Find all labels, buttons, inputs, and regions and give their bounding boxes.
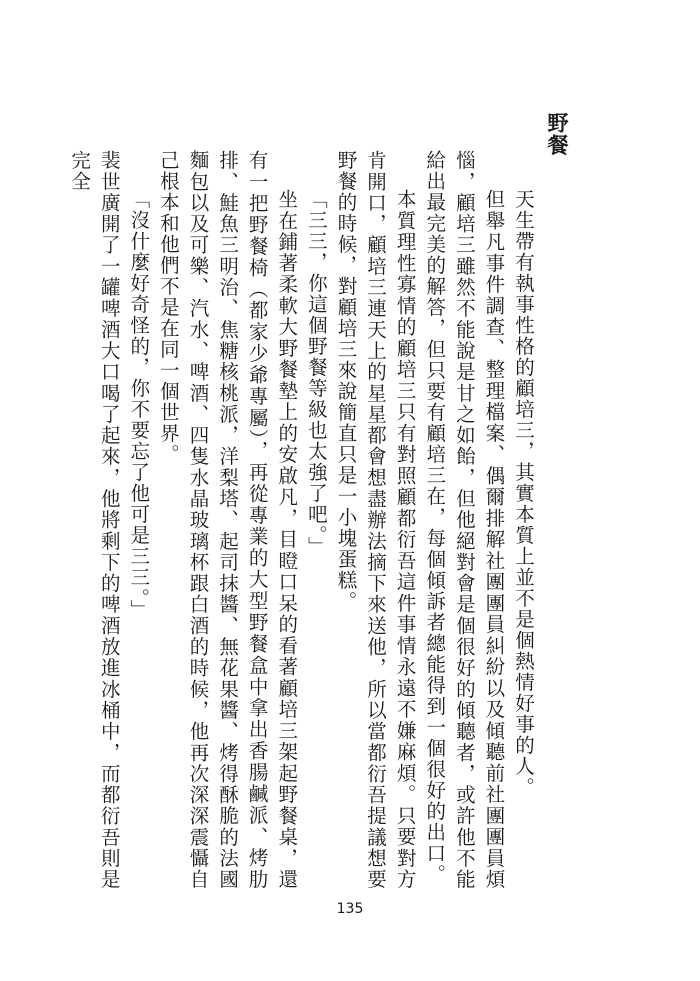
page-number: 135 bbox=[336, 901, 364, 917]
paragraph-2: 但舉凡事件調查、整理檔案、偶爾排解社團團員糾紛以及傾聽前社團團員煩惱，顧培三雖然不能說是甘之如飴，但他絕對會是個很好的傾聽者，或許他不能給出最完美的解答，但只要有顧培三在，每個傾訴者總能得到一個很好的出口。 bbox=[423, 150, 506, 890]
paragraph-4: 「三三，你這個野餐等級也太強了吧。」 bbox=[304, 189, 328, 558]
chapter-title: 野餐 bbox=[545, 112, 569, 156]
paragraph-7: 裴世廣開了一罐啤酒大口喝了起來，他將剩下的啤酒放進冰桶中，而都衍吾則是完全 bbox=[68, 150, 121, 890]
paragraph-3: 本質理性寡情的顧培三只有對照顧都衍吾這件事情永遠不嫌麻煩。只要對方肯開口，顧培三連天上的星星都會想盡辦法摘下來送他，所以當都衍吾提議想要野餐的時候，對顧培三來說簡直只是一小塊蛋糕。 bbox=[334, 150, 417, 890]
paragraph-5: 坐在鋪著柔軟大野餐墊上的安啟凡，目瞪口呆的看著顧培三架起野餐桌，還有一把野餐椅（都家少爺專屬），再從專業的大型野餐盒中拿出香腸鹹派、烤肋排、鮭魚三明治、焦糖核桃派，洋梨塔、起司抹醬、無花果醬、烤得酥脆的法國麵包以及可樂、汽水、啤酒、四隻水晶玻璃杯跟白酒的時候，他再次深深震懾自己根本和他們不是在同一個世界。 bbox=[156, 150, 299, 890]
paragraph-6: 「沒什麼好奇怪的，你不要忘了他可是三三。」 bbox=[127, 189, 151, 621]
body-text bbox=[65, 150, 539, 890]
paragraph-1: 天生帶有執事性格的顧培三，其實本質上並不是個熱情好事的人。 bbox=[512, 189, 535, 798]
